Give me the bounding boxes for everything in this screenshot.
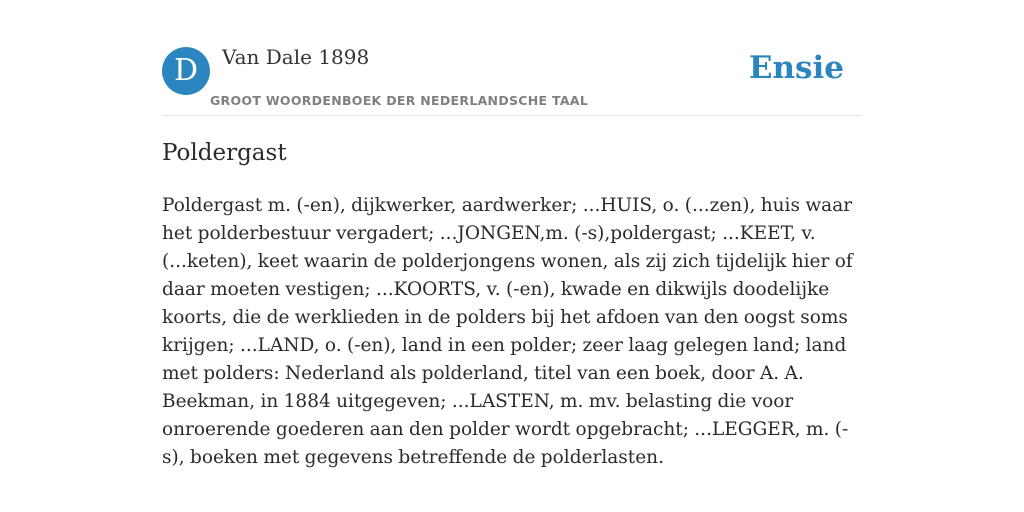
ensie-logo[interactable]: Ensie bbox=[748, 50, 844, 86]
page-title: Poldergast bbox=[162, 140, 287, 166]
source-logo[interactable]: D bbox=[162, 47, 210, 95]
source-header bbox=[162, 0, 862, 116]
entry-card bbox=[162, 0, 862, 468]
source-subtitle: GROOT WOORDENBOEK DER NEDERLANDSCHE TAAL bbox=[210, 93, 589, 108]
definition-text: Poldergast m. (-en), dijkwerker, aardwerker; ...HUIS, o. (...zen), huis waar het polderbestuur vergadert; ...JONGEN,m. (-s),poldergast; ...KEET, v. (...keten), keet waarin de polderjongens wonen, als zij zich tijdelijk hier of daar moeten vestigen; ...KOORTS, v. (-en), kwade en dikwijls doodelijke koorts, die de werklieden in de polders bij het afdoen van den oogst soms krijgen; ...LAND, o. (-en), land in een polder; zeer laag gelegen land; land met polders: Nederland als polderland, titel van een boek, door A. A. Beekman, in 1884 uitgegeven; ...LASTEN, m. mv. belasting die voor onroerende goederen aan den polder wordt opgebracht; ...LEGGER, m. (-s), boeken met gegevens betreffende de polderlasten. bbox=[162, 195, 853, 468]
source-title[interactable]: Van Dale 1898 bbox=[222, 45, 370, 69]
